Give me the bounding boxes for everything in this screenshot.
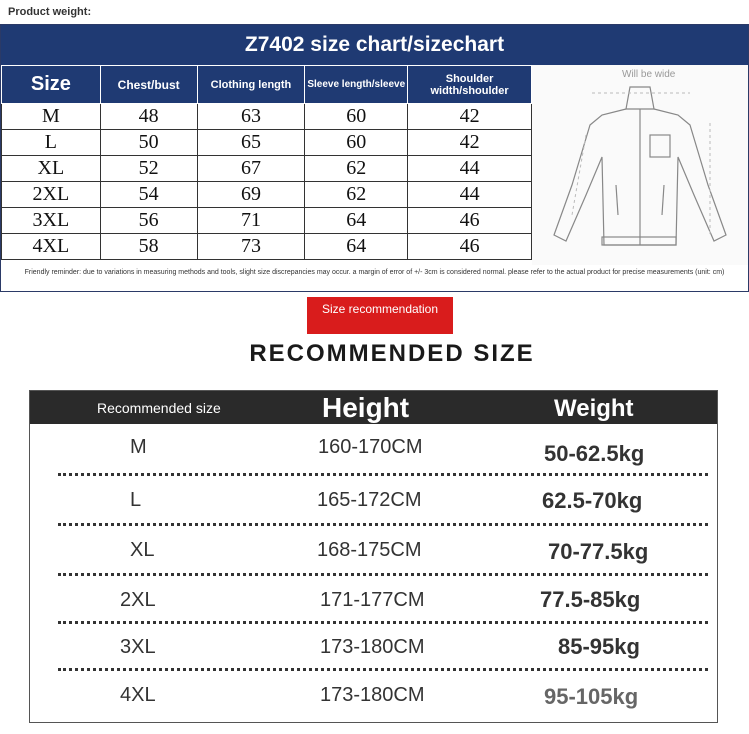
rec-height: 168-175CM (317, 539, 422, 561)
cell-shoulder: 46 (408, 208, 532, 234)
table-row (2, 234, 532, 260)
row-divider (58, 573, 708, 576)
cell-chest: 52 (100, 156, 197, 182)
cell-sleeve: 60 (305, 104, 408, 130)
cell-chest: 58 (100, 234, 197, 260)
rec-size: 3XL (120, 636, 156, 658)
rec-size: L (130, 489, 142, 511)
row-divider (58, 621, 708, 624)
cell-size: 2XL (2, 182, 101, 208)
table-row (2, 104, 532, 130)
header-height: Height (322, 392, 410, 423)
reminder-text: Friendly reminder: due to variations in measuring methods and tools, slight size discrepancies may occur. a margin of error of +/- 3cm is considered normal. please refer to the actual product for precise measurements (unit: cm) (24, 269, 725, 276)
list-item (30, 436, 717, 486)
header-sleeve: Sleeve length/sleeve (305, 66, 408, 104)
rec-height: 160-170CM (318, 436, 423, 458)
header-recommended-size: Recommended size (97, 400, 221, 416)
cell-chest: 48 (100, 104, 197, 130)
rec-height: 173-180CM (320, 684, 425, 706)
jacket-diagram (532, 65, 748, 265)
cell-shoulder: 42 (408, 104, 532, 130)
rec-size: 2XL (120, 589, 156, 611)
table-row (2, 208, 532, 234)
cell-chest: 56 (100, 208, 197, 234)
cell-size: 3XL (2, 208, 101, 234)
list-item (30, 539, 717, 589)
jacket-outline-icon (532, 65, 748, 265)
cell-size: M (2, 104, 101, 130)
cell-shoulder: 42 (408, 130, 532, 156)
rec-height: 165-172CM (317, 489, 422, 511)
list-item (30, 489, 717, 539)
cell-chest: 54 (100, 182, 197, 208)
rec-weight: 50-62.5kg (544, 441, 645, 466)
diagram-label: Will be wide (622, 69, 676, 80)
rec-weight: 85-95kg (558, 634, 640, 659)
header-length: Clothing length (197, 66, 305, 104)
recommendation-header (30, 391, 717, 424)
row-divider (58, 523, 708, 526)
rec-size: M (130, 436, 147, 458)
size-table-header (2, 66, 532, 104)
list-item (30, 684, 717, 734)
cell-shoulder: 46 (408, 234, 532, 260)
list-item (30, 589, 717, 639)
table-row (2, 182, 532, 208)
list-item (30, 636, 717, 686)
size-chart-title: Z7402 size chart/sizechart (1, 25, 748, 65)
rec-height: 173-180CM (320, 636, 425, 658)
rec-weight: 77.5-85kg (540, 587, 641, 612)
header-chest: Chest/bust (100, 66, 197, 104)
table-row (2, 130, 532, 156)
rec-weight: 95-105kg (544, 684, 639, 709)
cell-length: 63 (197, 104, 305, 130)
rec-height: 171-177CM (320, 589, 425, 611)
header-weight: Weight (554, 395, 634, 422)
row-divider (58, 668, 708, 671)
rec-size: XL (130, 539, 155, 561)
cell-length: 67 (197, 156, 305, 182)
cell-length: 65 (197, 130, 305, 156)
cell-sleeve: 64 (305, 208, 408, 234)
size-table (1, 65, 532, 260)
cell-length: 71 (197, 208, 305, 234)
size-recommendation-badge: Size recommendation (307, 297, 453, 334)
cell-length: 69 (197, 182, 305, 208)
cell-chest: 50 (100, 130, 197, 156)
cell-sleeve: 62 (305, 156, 408, 182)
header-size: Size (2, 66, 101, 104)
cell-size: 4XL (2, 234, 101, 260)
cell-shoulder: 44 (408, 156, 532, 182)
cell-length: 73 (197, 234, 305, 260)
rec-size: 4XL (120, 684, 156, 706)
recommended-size-title: RECOMMENDED SIZE (249, 340, 535, 367)
row-divider (58, 473, 708, 476)
header-shoulder: Shoulder width/shoulder (408, 66, 532, 104)
cell-sleeve: 60 (305, 130, 408, 156)
cell-shoulder: 44 (408, 182, 532, 208)
size-chart (0, 24, 749, 292)
rec-weight: 62.5-70kg (542, 488, 643, 513)
cell-size: XL (2, 156, 101, 182)
rec-weight: 70-77.5kg (548, 539, 649, 564)
product-weight-label: Product weight: (8, 6, 92, 18)
recommendation-table (29, 390, 718, 723)
cell-size: L (2, 130, 101, 156)
table-row (2, 156, 532, 182)
cell-sleeve: 64 (305, 234, 408, 260)
cell-sleeve: 62 (305, 182, 408, 208)
